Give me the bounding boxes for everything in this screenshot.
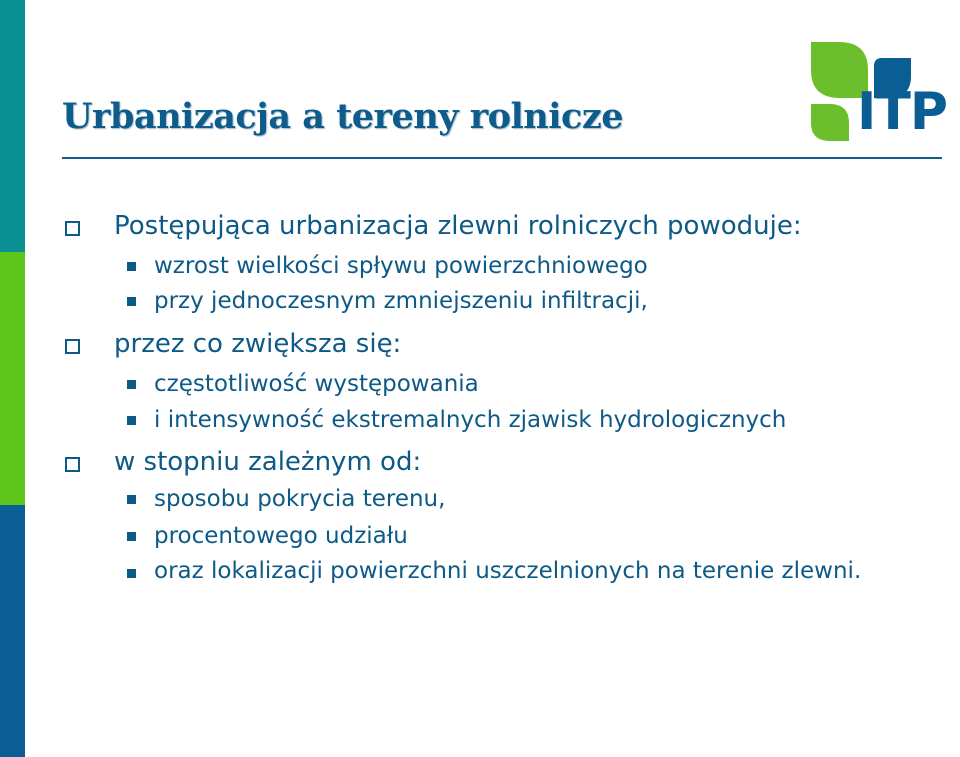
square-filled-bullet-icon bbox=[127, 532, 136, 541]
square-filled-bullet-icon bbox=[127, 416, 136, 425]
logo-text: ITP bbox=[857, 82, 947, 142]
bullet-item: przez co zwiększa się: bbox=[114, 329, 402, 359]
sub-bullet-item: wzrost wielkości spływu powierzchniowego bbox=[154, 253, 648, 279]
slide-title: Urbanizacja a tereny rolnicze bbox=[62, 96, 624, 137]
sub-bullet-item: sposobu pokrycia terenu, bbox=[154, 486, 446, 512]
square-filled-bullet-icon bbox=[127, 380, 136, 389]
bullet-item: w stopniu zależnym od: bbox=[114, 447, 422, 477]
sub-bullet-item: oraz lokalizacji powierzchni uszczelnionych na terenie zlewni. bbox=[154, 558, 862, 584]
square-outline-bullet-icon bbox=[65, 221, 80, 236]
square-filled-bullet-icon bbox=[127, 495, 136, 504]
square-filled-bullet-icon bbox=[127, 297, 136, 306]
square-outline-bullet-icon bbox=[65, 457, 80, 472]
sub-bullet-item: częstotliwość występowania bbox=[154, 371, 479, 397]
square-filled-bullet-icon bbox=[127, 569, 136, 578]
sub-bullet-item: przy jednoczesnym zmniejszeniu infiltracji, bbox=[154, 288, 648, 314]
square-outline-bullet-icon bbox=[65, 339, 80, 354]
sub-bullet-item: i intensywność ekstremalnych zjawisk hydrologicznych bbox=[154, 407, 787, 433]
sub-bullet-item: procentowego udziału bbox=[154, 523, 408, 549]
bullet-item: Postępująca urbanizacja zlewni rolniczych powoduje: bbox=[114, 211, 802, 241]
square-filled-bullet-icon bbox=[127, 262, 136, 271]
